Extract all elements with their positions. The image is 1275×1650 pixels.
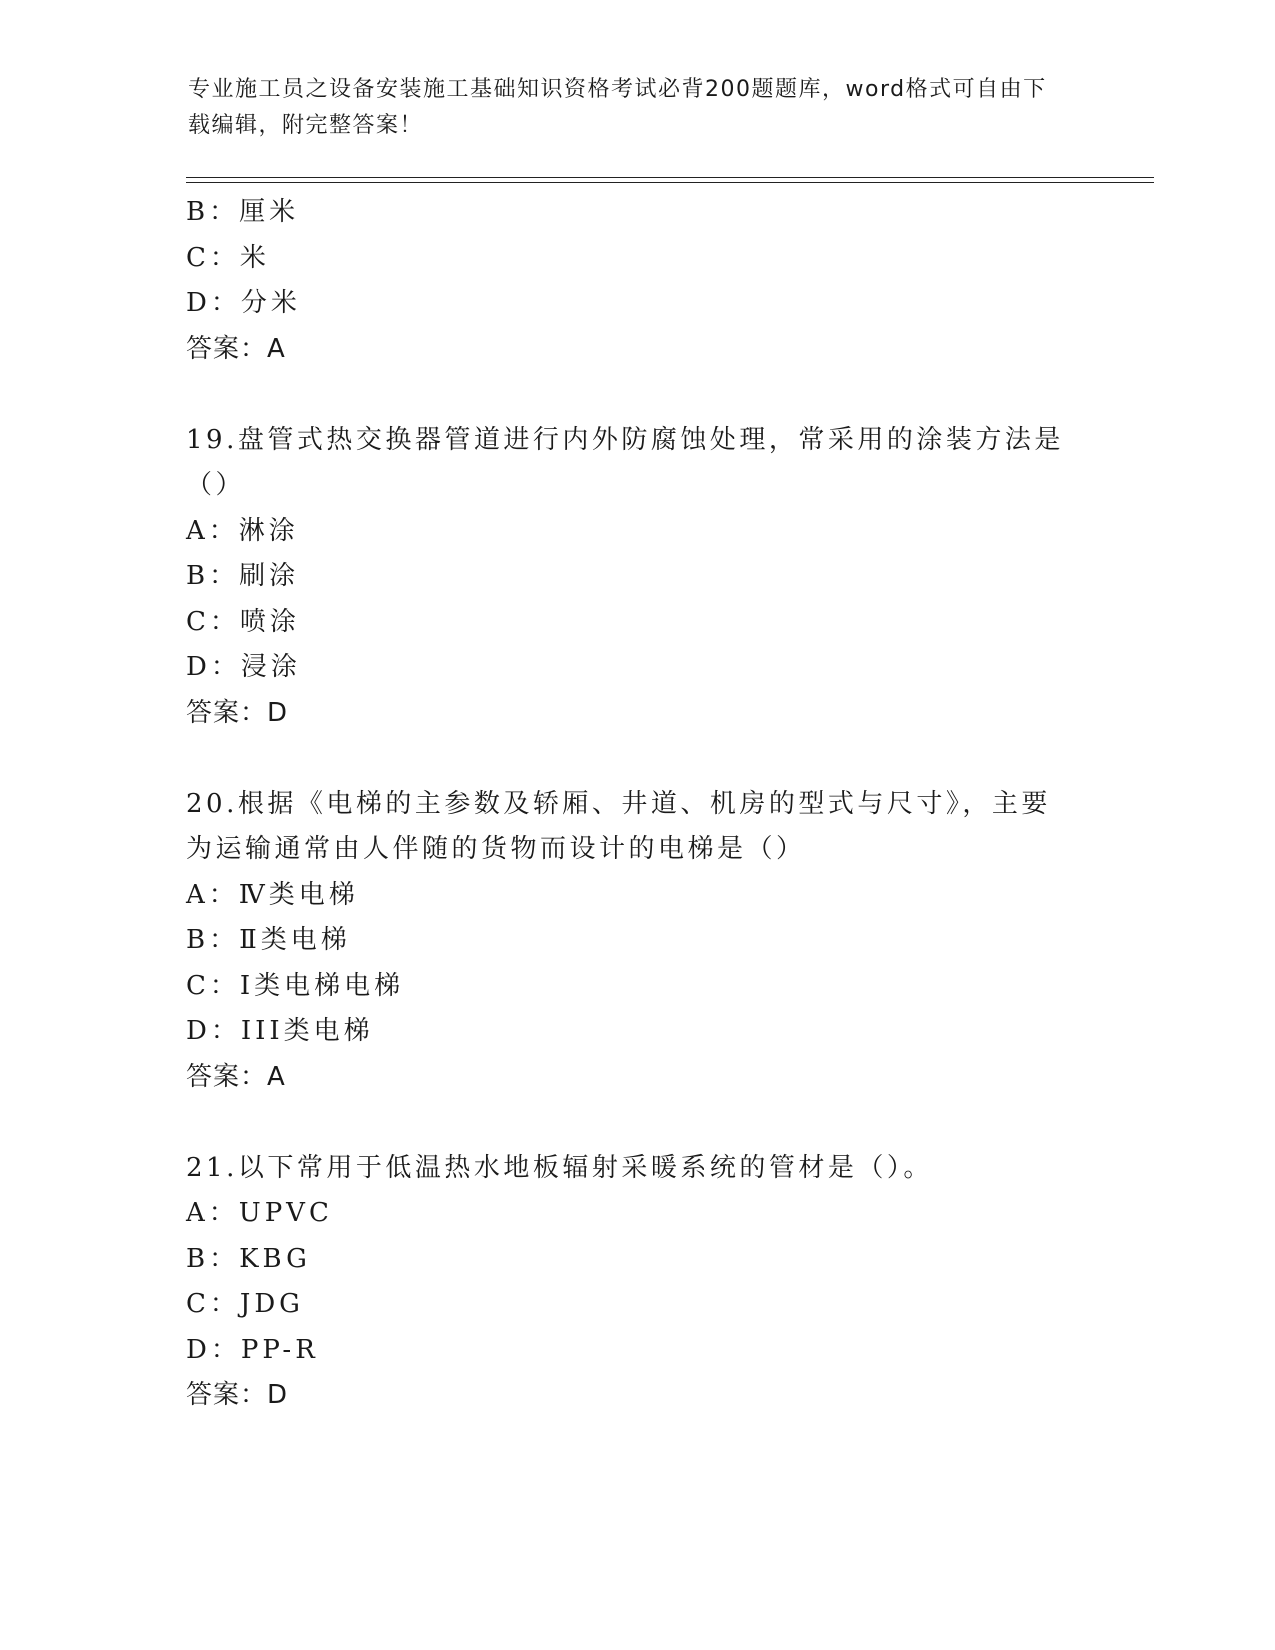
answer-line: 答案：A bbox=[186, 333, 286, 364]
answer-line: 答案：D bbox=[186, 1380, 289, 1410]
answer-line: 答案：D bbox=[186, 697, 289, 728]
option-c: C：Ⅰ类电梯电梯 bbox=[186, 970, 405, 1001]
question-spacer bbox=[186, 736, 1086, 782]
option-d: D：PP-R bbox=[186, 1334, 319, 1365]
question-stem: 19.盘管式热交换器管道进行内外防腐蚀处理，常采用的涂装方法是（） bbox=[186, 424, 1064, 500]
answer-line: 答案：A bbox=[186, 1061, 286, 1092]
option-b: B：Ⅱ类电梯 bbox=[186, 925, 351, 955]
option-c: C：JDG bbox=[186, 1289, 304, 1319]
question-stem: 21.以下常用于低温热水地板辐射采暖系统的管材是（）。 bbox=[186, 1152, 933, 1183]
question-19 bbox=[186, 418, 1086, 737]
partial-question bbox=[186, 190, 1086, 372]
option-d: D：III类电梯 bbox=[186, 1016, 374, 1046]
header-divider-top bbox=[186, 177, 1154, 178]
question-spacer bbox=[186, 372, 1086, 418]
question-21 bbox=[186, 1146, 1086, 1419]
question-20 bbox=[186, 782, 1086, 1101]
option-a: A：淋涂 bbox=[186, 515, 299, 546]
option-b: B：厘米 bbox=[186, 197, 300, 227]
option-c: C：米 bbox=[186, 242, 270, 273]
option-a: A：Ⅳ类电梯 bbox=[186, 879, 359, 910]
question-stem: 20.根据《电梯的主参数及轿厢、井道、机房的型式与尺寸》，主要为运输通常由人伴随的货物而设计的电梯是（） bbox=[186, 788, 1051, 864]
option-d: D：分米 bbox=[186, 288, 301, 318]
question-spacer bbox=[186, 1100, 1086, 1146]
document-header: 专业施工员之设备安装施工基础知识资格考试必背200题题库，word格式可自由下载编辑，附完整答案！ bbox=[188, 77, 1047, 138]
option-c: C：喷涂 bbox=[186, 606, 300, 637]
option-a: A：UPVC bbox=[186, 1198, 333, 1228]
option-b: B：刷涂 bbox=[186, 561, 300, 591]
option-b: B：KBG bbox=[186, 1243, 311, 1274]
header-divider-bottom bbox=[186, 182, 1154, 183]
option-d: D：浸涂 bbox=[186, 652, 301, 682]
question-list bbox=[186, 190, 1086, 1419]
